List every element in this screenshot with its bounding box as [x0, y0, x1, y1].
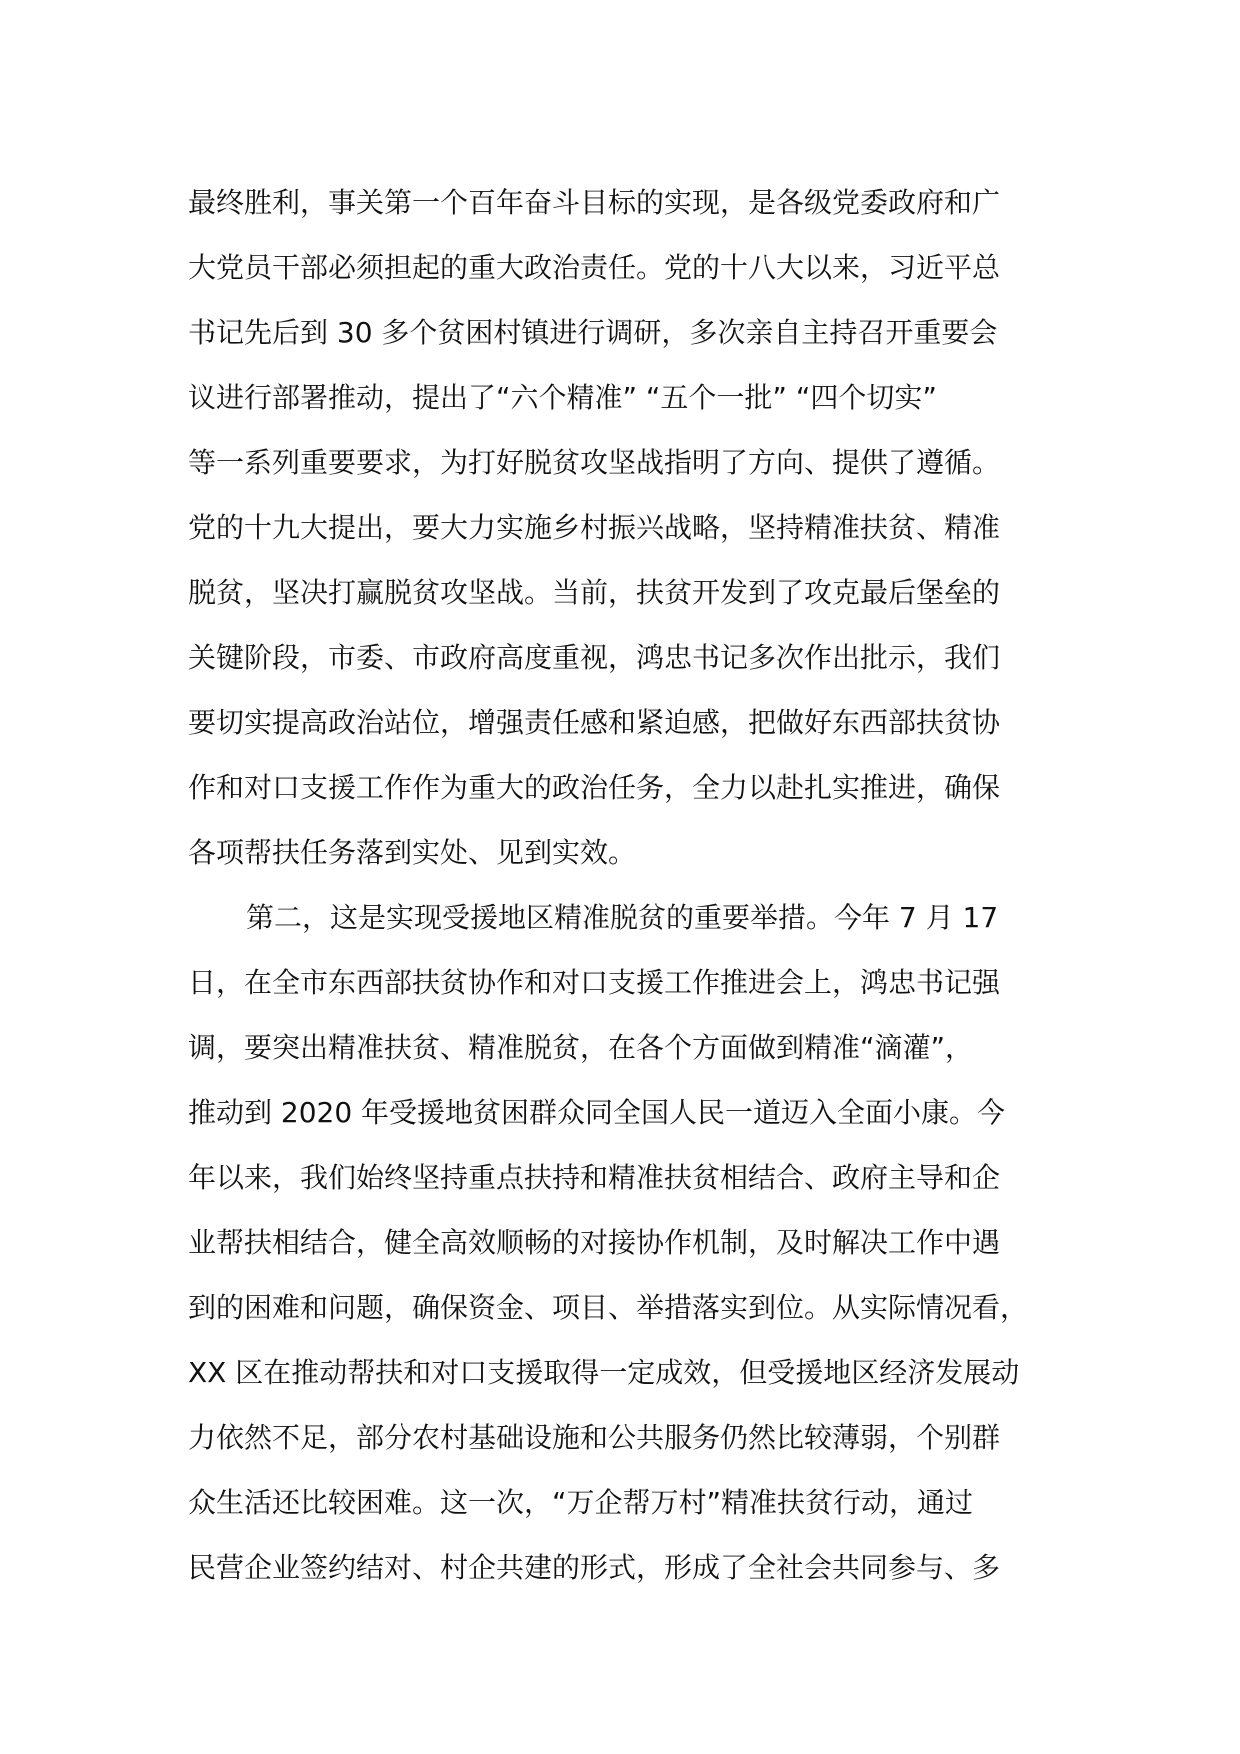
paragraph-line: 民营企业签约结对、村企共建的形式，形成了全社会共同参与、多	[188, 1551, 1001, 1584]
paragraph-line: 书记先后到 30 多个贫困村镇进行调研，多次亲自主持召开重要会	[188, 316, 998, 349]
paragraph-first-line: 第二，这是实现受援地区精准脱贫的重要举措。今年 7 月 17	[246, 901, 999, 934]
paragraph-line: 脱贫，坚决打赢脱贫攻坚战。当前，扶贫开发到了攻克最后堡垒的	[188, 576, 1001, 609]
paragraph-line: 各项帮扶任务落到实处、见到实效。	[188, 836, 637, 869]
paragraph-1	[188, 170, 1068, 885]
paragraph-2	[188, 885, 1068, 1600]
paragraph-line: 推动到 2020 年受援地贫困群众同全国人民一道迈入全面小康。今	[188, 1096, 1006, 1129]
paragraph-line: 作和对口支援工作作为重大的政治任务，全力以赴扎实推进，确保	[188, 771, 1001, 804]
paragraph-line: XX 区在推动帮扶和对口支援取得一定成效，但受援地区经济发展动	[188, 1356, 1020, 1389]
paragraph-line: 到的困难和问题，确保资金、项目、举措落实到位。从实际情况看，	[188, 1291, 1029, 1324]
paragraph-line: 大党员干部必须担起的重大政治责任。党的十八大以来，习近平总	[188, 251, 1001, 284]
document-body	[188, 170, 1068, 1600]
paragraph-line: 业帮扶相结合，健全高效顺畅的对接协作机制，及时解决工作中遇	[188, 1226, 1001, 1259]
paragraph-line: 最终胜利，事关第一个百年奋斗目标的实现，是各级党委政府和广	[188, 186, 1001, 219]
paragraph-line: 等一系列重要要求，为打好脱贫攻坚战指明了方向、提供了遵循。	[188, 446, 1001, 479]
paragraph-line: 议进行部署推动，提出了“六个精准” “五个一批” “四个切实”	[188, 381, 937, 414]
paragraph-line: 党的十九大提出，要大力实施乡村振兴战略，坚持精准扶贫、精准	[188, 511, 1001, 544]
paragraph-line: 关键阶段，市委、市政府高度重视，鸿忠书记多次作出批示，我们	[188, 641, 1001, 674]
paragraph-line: 要切实提高政治站位，增强责任感和紧迫感，把做好东西部扶贫协	[188, 706, 1001, 739]
paragraph-line: 日，在全市东西部扶贫协作和对口支援工作推进会上，鸿忠书记强	[188, 966, 1001, 999]
paragraph-line: 众生活还比较困难。这一次，“万企帮万村”精准扶贫行动，通过	[188, 1486, 974, 1519]
paragraph-line: 力依然不足，部分农村基础设施和公共服务仍然比较薄弱，个别群	[188, 1421, 1001, 1454]
paragraph-line: 年以来，我们始终坚持重点扶持和精准扶贫相结合、政府主导和企	[188, 1161, 1001, 1194]
paragraph-line: 调，要突出精准扶贫、精准脱贫，在各个方面做到精准“滴灌”，	[188, 1031, 974, 1064]
